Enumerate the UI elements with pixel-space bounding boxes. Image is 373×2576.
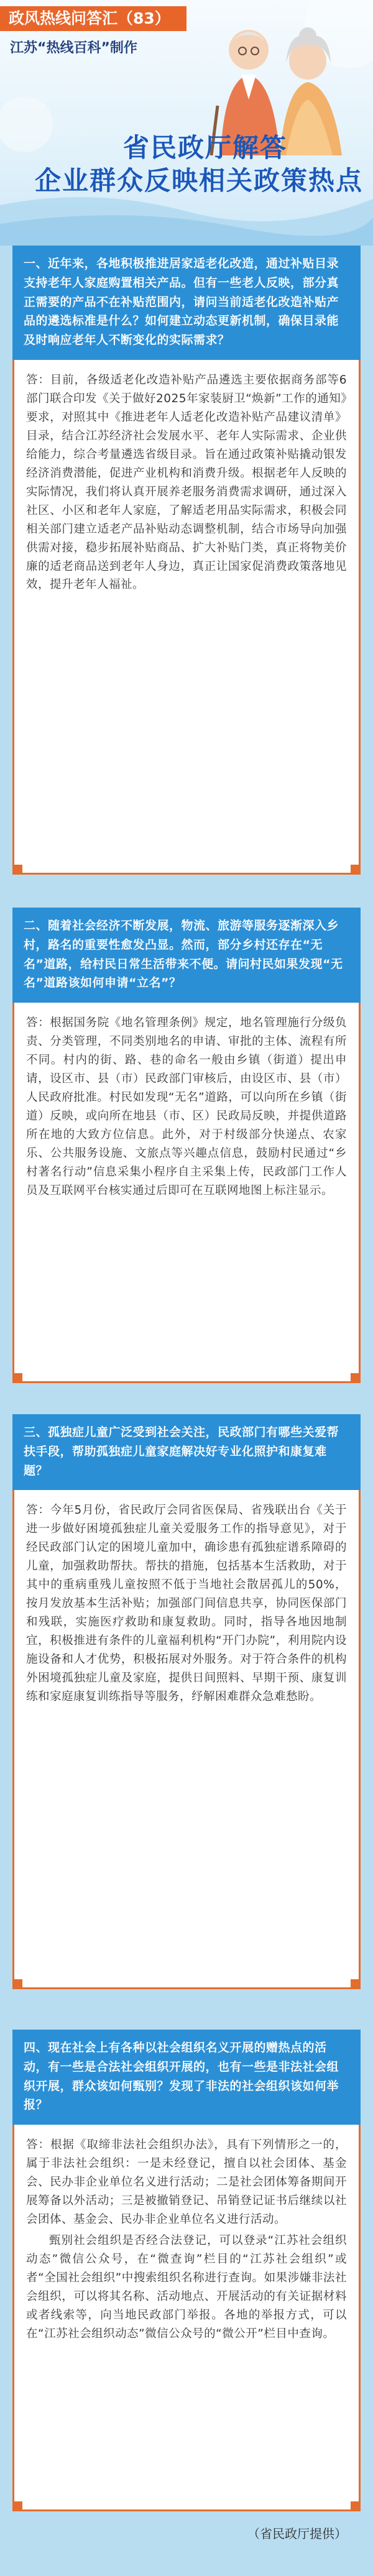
answer-paragraph: 甄别社会组织是否经合法登记，可以登录“江苏社会组织动态”微信公众号，在“微查询”栏目的“江苏社会组织”或者“全国社会组织”中搜索组织名称进行查询。如果涉嫌非法社会组织，可以将其名称、活动地点、开展活动的有关证据材料或者线索等，向当地民政部门举报。各地的举报方式，可以在“江苏社会组织动态”微信公众号的“微公开”栏目中查询。 bbox=[26, 2233, 347, 2340]
corner-decoration bbox=[12, 1373, 22, 1383]
corner-decoration bbox=[12, 2501, 22, 2511]
answer-body bbox=[12, 1003, 361, 1213]
main-title-line2: 企业群众反映相关政策热点 bbox=[34, 165, 363, 196]
producer-label: 江苏“热线百科”制作 bbox=[10, 40, 137, 56]
answer-paragraph: 答：今年5月份，省民政厅会同省医保局、省残联出台《关于进一步做好困境孤独症儿童关爱服务工作的指导意见》，对于经民政部门认定的困境儿童加中，确诊患有孤独症谱系障碍的儿童，加强救助帮扶。帮扶的措施，包括基本生活救助，对于其中的重病重残儿童按照不低于当地社会散居孤儿的50%，按月发放基本生活补贴；加强部门间信息共享，协同医保部门和残联，实施医疗救助和康复救助。同时，指导各地因地制宜，积极推进有条件的儿童福利机构“开门办院”，利用院内设施设备和人才优势，积极拓展对外服务。对于符合条件的机构外困境孤独症儿童及家庭，提供日间照料、早期干预、康复训练和家庭康复训练指导等服务，纾解困难群众急难愁盼。 bbox=[26, 1504, 347, 1703]
question-text: 三、孤独症儿童广泛受到社会关注，民政部门有哪些关爱帮扶手段，帮助孤独症儿童家庭解决好专业化照护和康复难题？ bbox=[12, 1414, 361, 1490]
question-text: 一、近年来，各地积极推进居家适老化改造，通过补贴目录支持老年人家庭购置相关产品。但有一些老人反映，部分真正需要的产品不在补贴范围内，请问当前适老化改造补贴产品的遴选标准是什么？如何建立动态更新机制，确保目录能及时响应老年人不断变化的实际需求？ bbox=[12, 246, 361, 360]
corner-decoration bbox=[351, 1373, 361, 1383]
qa-card-4 bbox=[12, 2030, 361, 2511]
corner-decoration bbox=[351, 1979, 361, 1989]
corner-decoration bbox=[12, 865, 22, 875]
qa-card-1 bbox=[12, 246, 361, 875]
answer-body bbox=[12, 1490, 361, 1719]
qa-card-2 bbox=[12, 908, 361, 1383]
answer-paragraph: 答：目前，各级适老化改造补贴产品遴选主要依据商务部等6部门联合印发《关于做好2025年家装厨卫“焕新”工作的通知》要求，对照其中《推进老年人适老化改造补贴产品建议清单》目录，结合江苏经济社会发展水平、老年人实际需求、企业供给能力，综合考量遴选省级目录。旨在通过政策补贴撬动银发经济消费潜能，促进产业机构和消费升级。根据老年人反映的实际情况，我们将认真开展养老服务消费需求调研，通过深入社区、小区和老年人家庭，了解适老用品实际需求，积极会同相关部门建立适老产品补贴动态调整机制，结合市场导向加强供需对接，稳步拓展补贴商品、扩大补贴门类，真正将物美价廉的适老商品送到老年人身边，真正让国家促消费政策落地见效，提升老年人福祉。 bbox=[26, 373, 348, 592]
answer-body bbox=[12, 360, 361, 607]
corner-decoration bbox=[351, 2501, 361, 2511]
main-title-line1: 省民政厅解答 bbox=[122, 132, 287, 163]
series-tag: 政风热线问答汇（83） bbox=[0, 6, 186, 31]
corner-decoration bbox=[351, 865, 361, 875]
answer-body bbox=[12, 2125, 361, 2356]
question-text: 二、随着社会经济不断发展，物流、旅游等服务逐渐深入乡村，路名的重要性愈发凸显。然而，部分乡村还存在“无名”道路，给村民日常生活带来不便。请问村民如果发现“无名”道路该如何申请“立名”？ bbox=[12, 908, 361, 1003]
answer-paragraph: 答：根据《取缔非法社会组织办法》，具有下列情形之一的，属于非法社会组织：一是未经登记，擅自以社会团体、基金会、民办非企业单位名义进行活动；二是社会团体筹备期间开展筹备以外活动；三是被撤销登记、吊销登记证书后继续以社会团体、基金会、民办非企业单位名义进行活动。 bbox=[26, 2138, 347, 2226]
corner-decoration bbox=[12, 1979, 22, 1989]
qa-card-3 bbox=[12, 1414, 361, 1989]
answer-paragraph: 答：根据国务院《地名管理条例》规定，地名管理施行分级负责、分类管理，不同类别地名的申请、审批的主体、流程有所不同。村内的街、路、巷的命名一般由乡镇（街道）提出申请，设区市、县（市）民政部门审核后，由设区市、县（市）人民政府批准。村民如发现“无名”道路，可以向所在乡镇（街道）反映，或向所在地县（市、区）民政局反映，并提供道路所在地的大致方位信息。此外，对于村级部分快递点、农家乐、公共服务设施、文旅点等兴趣点信息，鼓励村民通过“乡村著名行动”信息采集小程序自主采集上传，民政部门工作人员及互联网平台核实通过后即可在互联网地图上标注显示。 bbox=[26, 1016, 347, 1197]
question-text: 四、现在社会上有各种以社会组织名义开展的赠热点的活动，有一些是合法社会组织开展的，也有一些是非法社会组织开展，群众该如何甄别？发现了非法的社会组织该如何举报？ bbox=[12, 2030, 361, 2125]
source-credit: （省民政厅提供） bbox=[247, 2526, 347, 2541]
header-banner bbox=[0, 0, 373, 246]
